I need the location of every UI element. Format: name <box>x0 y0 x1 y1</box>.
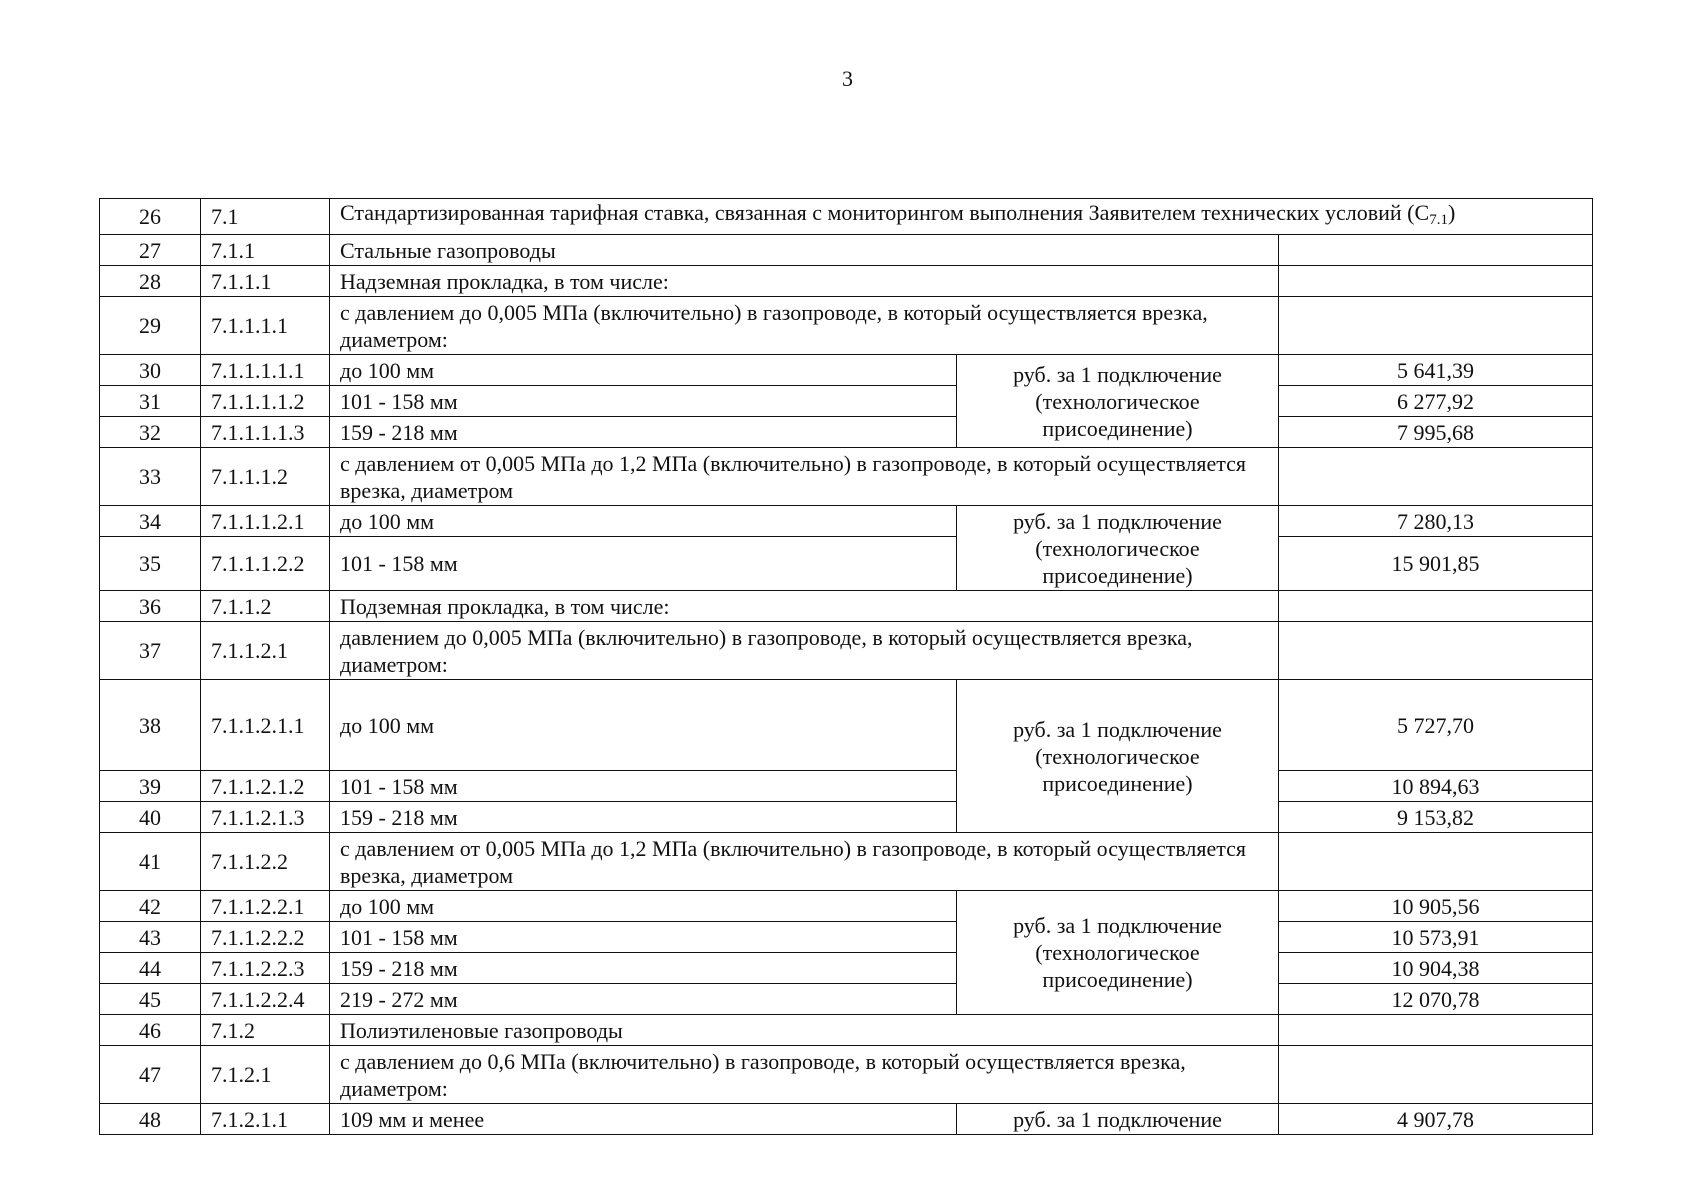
row-number: 29 <box>100 297 201 355</box>
row-code: 7.1.2 <box>201 1015 330 1046</box>
unit-label: руб. за 1 подключение <box>957 1104 1279 1135</box>
row-code: 7.1.1.1.1.3 <box>201 417 330 448</box>
row-description: с давлением до 0,005 МПа (включительно) в газопроводе, в который осуществляется врезка, диаметром: <box>330 297 1279 355</box>
row-description: с давлением до 0,6 МПа (включительно) в газопроводе, в который осуществляется врезка, диаметром: <box>330 1046 1279 1104</box>
row-number: 30 <box>100 355 201 386</box>
row-price <box>1279 833 1593 891</box>
row-description: 101 - 158 мм <box>330 537 957 591</box>
row-code: 7.1.1.2.2 <box>201 833 330 891</box>
row-price <box>1279 1015 1593 1046</box>
row-code: 7.1.1.2.2.2 <box>201 922 330 953</box>
table-row <box>100 537 1593 591</box>
row-code: 7.1.1.2.2.1 <box>201 891 330 922</box>
row-number: 43 <box>100 922 201 953</box>
table-row <box>100 417 1593 448</box>
row-code: 7.1.1.1.2.2 <box>201 537 330 591</box>
table-row <box>100 506 1593 537</box>
table-row <box>100 1046 1593 1104</box>
row-price <box>1279 448 1593 506</box>
row-price: 15 901,85 <box>1279 537 1593 591</box>
row-code: 7.1.2.1.1 <box>201 1104 330 1135</box>
row-code: 7.1.1.2.2.3 <box>201 953 330 984</box>
row-number: 33 <box>100 448 201 506</box>
tariff-table <box>99 198 1593 1135</box>
table-row <box>100 622 1593 680</box>
row-description: до 100 мм <box>330 891 957 922</box>
row-code: 7.1.1.2.1.1 <box>201 680 330 771</box>
table-row <box>100 953 1593 984</box>
row-number: 36 <box>100 591 201 622</box>
table-row <box>100 984 1593 1015</box>
row-code: 7.1.1.2.1.3 <box>201 802 330 833</box>
row-price: 10 894,63 <box>1279 771 1593 802</box>
table-row <box>100 199 1593 235</box>
table-row <box>100 355 1593 386</box>
row-number: 44 <box>100 953 201 984</box>
table-row <box>100 833 1593 891</box>
row-number: 27 <box>100 235 201 266</box>
row-number: 42 <box>100 891 201 922</box>
table-row <box>100 891 1593 922</box>
row-price: 5 641,39 <box>1279 355 1593 386</box>
row-number: 39 <box>100 771 201 802</box>
row-description: 101 - 158 мм <box>330 922 957 953</box>
row-description: с давлением от 0,005 МПа до 1,2 МПа (включительно) в газопроводе, в который осуществляется врезка, диаметром <box>330 448 1279 506</box>
table-row <box>100 1104 1593 1135</box>
row-description: 159 - 218 мм <box>330 417 957 448</box>
row-description: Надземная прокладка, в том числе: <box>330 266 1279 297</box>
table-row <box>100 448 1593 506</box>
table-row <box>100 680 1593 771</box>
row-price <box>1279 591 1593 622</box>
table-row <box>100 297 1593 355</box>
table-row <box>100 802 1593 833</box>
table-row <box>100 235 1593 266</box>
table-row <box>100 922 1593 953</box>
row-description: 159 - 218 мм <box>330 953 957 984</box>
row-code: 7.1.1.1 <box>201 266 330 297</box>
row-price: 6 277,92 <box>1279 386 1593 417</box>
row-price: 7 995,68 <box>1279 417 1593 448</box>
row-price <box>1279 622 1593 680</box>
row-code: 7.1.1.2 <box>201 591 330 622</box>
row-price: 12 070,78 <box>1279 984 1593 1015</box>
row-code: 7.1.1.1.1.1 <box>201 355 330 386</box>
row-number: 47 <box>100 1046 201 1104</box>
row-description: 159 - 218 мм <box>330 802 957 833</box>
row-number: 40 <box>100 802 201 833</box>
row-description: Стандартизированная тарифная ставка, связанная с мониторингом выполнения Заявителем технических условий $(C_{7.1})$ <box>330 199 1593 235</box>
row-price <box>1279 297 1593 355</box>
table-row <box>100 1015 1593 1046</box>
row-code: 7.1.2.1 <box>201 1046 330 1104</box>
row-number: 41 <box>100 833 201 891</box>
row-description: 109 мм и менее <box>330 1104 957 1135</box>
row-price <box>1279 1046 1593 1104</box>
row-number: 31 <box>100 386 201 417</box>
table-row <box>100 771 1593 802</box>
row-price: 10 573,91 <box>1279 922 1593 953</box>
unit-label: руб. за 1 подключение (технологическое присоединение) <box>957 506 1279 591</box>
row-number: 45 <box>100 984 201 1015</box>
unit-label: руб. за 1 подключение (технологическое присоединение) <box>957 355 1279 448</box>
row-description: 101 - 158 мм <box>330 771 957 802</box>
row-description: Полиэтиленовые газопроводы <box>330 1015 1279 1046</box>
row-price <box>1279 235 1593 266</box>
row-number: 34 <box>100 506 201 537</box>
row-price: 10 904,38 <box>1279 953 1593 984</box>
row-number: 46 <box>100 1015 201 1046</box>
row-description: 219 - 272 мм <box>330 984 957 1015</box>
row-code: 7.1.1.1.1.2 <box>201 386 330 417</box>
row-number: 38 <box>100 680 201 771</box>
table-row <box>100 591 1593 622</box>
row-description: с давлением от 0,005 МПа до 1,2 МПа (включительно) в газопроводе, в который осуществляется врезка, диаметром <box>330 833 1279 891</box>
row-price: 4 907,78 <box>1279 1104 1593 1135</box>
unit-label: руб. за 1 подключение (технологическое присоединение) <box>957 680 1279 833</box>
row-number: 35 <box>100 537 201 591</box>
row-description: до 100 мм <box>330 506 957 537</box>
row-price: 7 280,13 <box>1279 506 1593 537</box>
row-code: 7.1.1.2.2.4 <box>201 984 330 1015</box>
row-code: 7.1.1.2.1 <box>201 622 330 680</box>
row-number: 37 <box>100 622 201 680</box>
row-number: 32 <box>100 417 201 448</box>
unit-label: руб. за 1 подключение (технологическое присоединение) <box>957 891 1279 1015</box>
row-code: 7.1.1.1.1 <box>201 297 330 355</box>
row-description: Стальные газопроводы <box>330 235 1279 266</box>
row-description: 101 - 158 мм <box>330 386 957 417</box>
row-number: 26 <box>100 199 201 235</box>
row-price: 10 905,56 <box>1279 891 1593 922</box>
table-row <box>100 266 1593 297</box>
row-number: 28 <box>100 266 201 297</box>
row-code: 7.1.1.1.2.1 <box>201 506 330 537</box>
row-code: 7.1.1 <box>201 235 330 266</box>
row-code: 7.1 <box>201 199 330 235</box>
page-number: 3 <box>842 66 853 91</box>
table-row <box>100 386 1593 417</box>
row-price: 9 153,82 <box>1279 802 1593 833</box>
row-description: до 100 мм <box>330 355 957 386</box>
row-description: до 100 мм <box>330 680 957 771</box>
row-description: давлением до 0,005 МПа (включительно) в газопроводе, в который осуществляется врезка, диаметром: <box>330 622 1279 680</box>
row-price <box>1279 266 1593 297</box>
row-description: Подземная прокладка, в том числе: <box>330 591 1279 622</box>
row-code: 7.1.1.1.2 <box>201 448 330 506</box>
row-code: 7.1.1.2.1.2 <box>201 771 330 802</box>
row-number: 48 <box>100 1104 201 1135</box>
row-price: 5 727,70 <box>1279 680 1593 771</box>
